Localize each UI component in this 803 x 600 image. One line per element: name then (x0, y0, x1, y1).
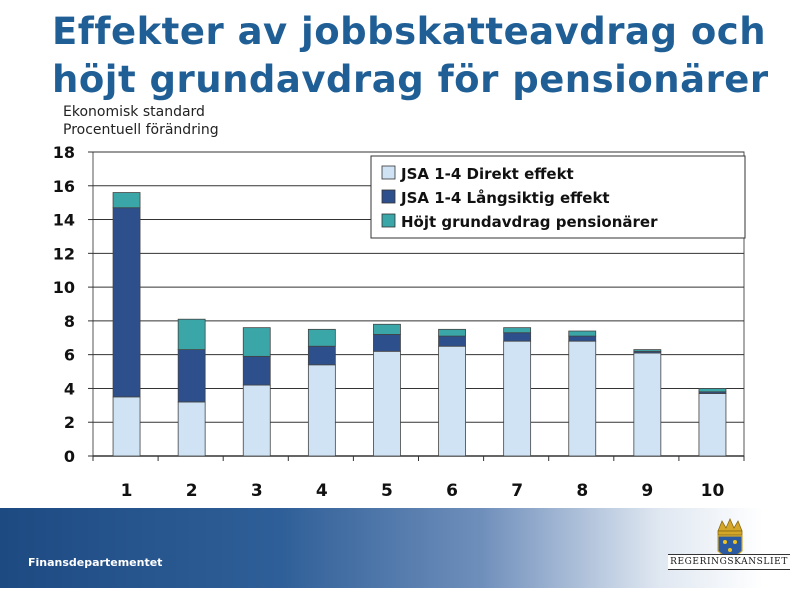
x-tick-label: 4 (315, 481, 328, 501)
legend-label-2: JSA 1-4 Långsiktig effekt (401, 189, 610, 207)
bar-1-series-1 (113, 397, 140, 456)
y-tick-label: 18 (52, 143, 75, 162)
bar-3-series-1 (243, 385, 270, 456)
bar-5-series-1 (373, 351, 400, 456)
x-tick-label: 2 (185, 481, 198, 501)
title-line-2: höjt grundavdrag för pensionärer (52, 58, 769, 101)
bar-8-series-1 (569, 341, 596, 456)
bar-3-series-2 (243, 356, 270, 385)
bar-5-series-2 (373, 334, 400, 351)
y-tick-label: 14 (52, 210, 75, 230)
bar-7-series-1 (504, 341, 531, 456)
bar-9-series-3 (634, 350, 661, 352)
legend-swatch-1 (382, 166, 395, 179)
bar-1-series-3 (113, 193, 140, 208)
bar-6-series-2 (439, 336, 466, 346)
y-tick-label: 12 (52, 244, 75, 264)
bar-1-series-2 (113, 208, 140, 397)
bar-2-series-1 (178, 402, 205, 456)
legend (371, 156, 745, 238)
bar-6-series-1 (439, 346, 466, 456)
title-line-1: Effekter av jobbskatteavdrag och (52, 10, 767, 53)
legend-swatch-3 (382, 214, 395, 227)
bar-7-series-3 (504, 328, 531, 333)
y-tick-label: 0 (63, 447, 75, 466)
x-tick-label: 5 (381, 481, 393, 501)
x-tick-label: 9 (641, 481, 654, 501)
y-tick-label: 2 (63, 413, 75, 433)
bar-7-series-2 (504, 333, 531, 341)
bar-2-series-3 (178, 319, 205, 349)
y-tick-label: 16 (52, 176, 75, 196)
bar-8-series-2 (569, 336, 596, 341)
footer-band (0, 508, 803, 588)
y-tick-label: 6 (63, 345, 75, 365)
x-tick-label: 10 (700, 481, 725, 501)
y-tick-label: 4 (63, 379, 75, 399)
regeringskansliet-logo-text: REGERINGSKANSLIET (668, 554, 790, 570)
bar-8-series-3 (569, 331, 596, 336)
bar-10-series-3 (699, 388, 726, 391)
bar-4-series-2 (308, 346, 335, 365)
x-tick-label: 8 (576, 481, 589, 501)
legend-label-1: JSA 1-4 Direkt effekt (401, 165, 574, 183)
bar-9-series-1 (634, 353, 661, 456)
bar-10-series-1 (699, 394, 726, 456)
legend-swatch-2 (382, 190, 395, 203)
department-name: Finansdepartementet (28, 556, 163, 569)
x-tick-label: 7 (511, 481, 524, 501)
bar-4-series-1 (308, 365, 335, 456)
y-tick-label: 8 (63, 311, 75, 331)
bar-3-series-3 (243, 328, 270, 357)
x-tick-label: 1 (120, 481, 133, 501)
bar-6-series-3 (439, 329, 466, 336)
bar-5-series-3 (373, 324, 400, 334)
x-tick-label: 6 (446, 481, 458, 501)
bar-2-series-2 (178, 350, 205, 402)
x-tick-label: 3 (250, 481, 263, 501)
legend-label-3: Höjt grundavdrag pensionärer (401, 213, 658, 231)
y-tick-label: 10 (52, 278, 75, 298)
bar-4-series-3 (308, 329, 335, 346)
subtitle-line-1: Ekonomisk standard (63, 104, 205, 120)
subtitle-line-2: Procentuell förändring (63, 122, 219, 138)
